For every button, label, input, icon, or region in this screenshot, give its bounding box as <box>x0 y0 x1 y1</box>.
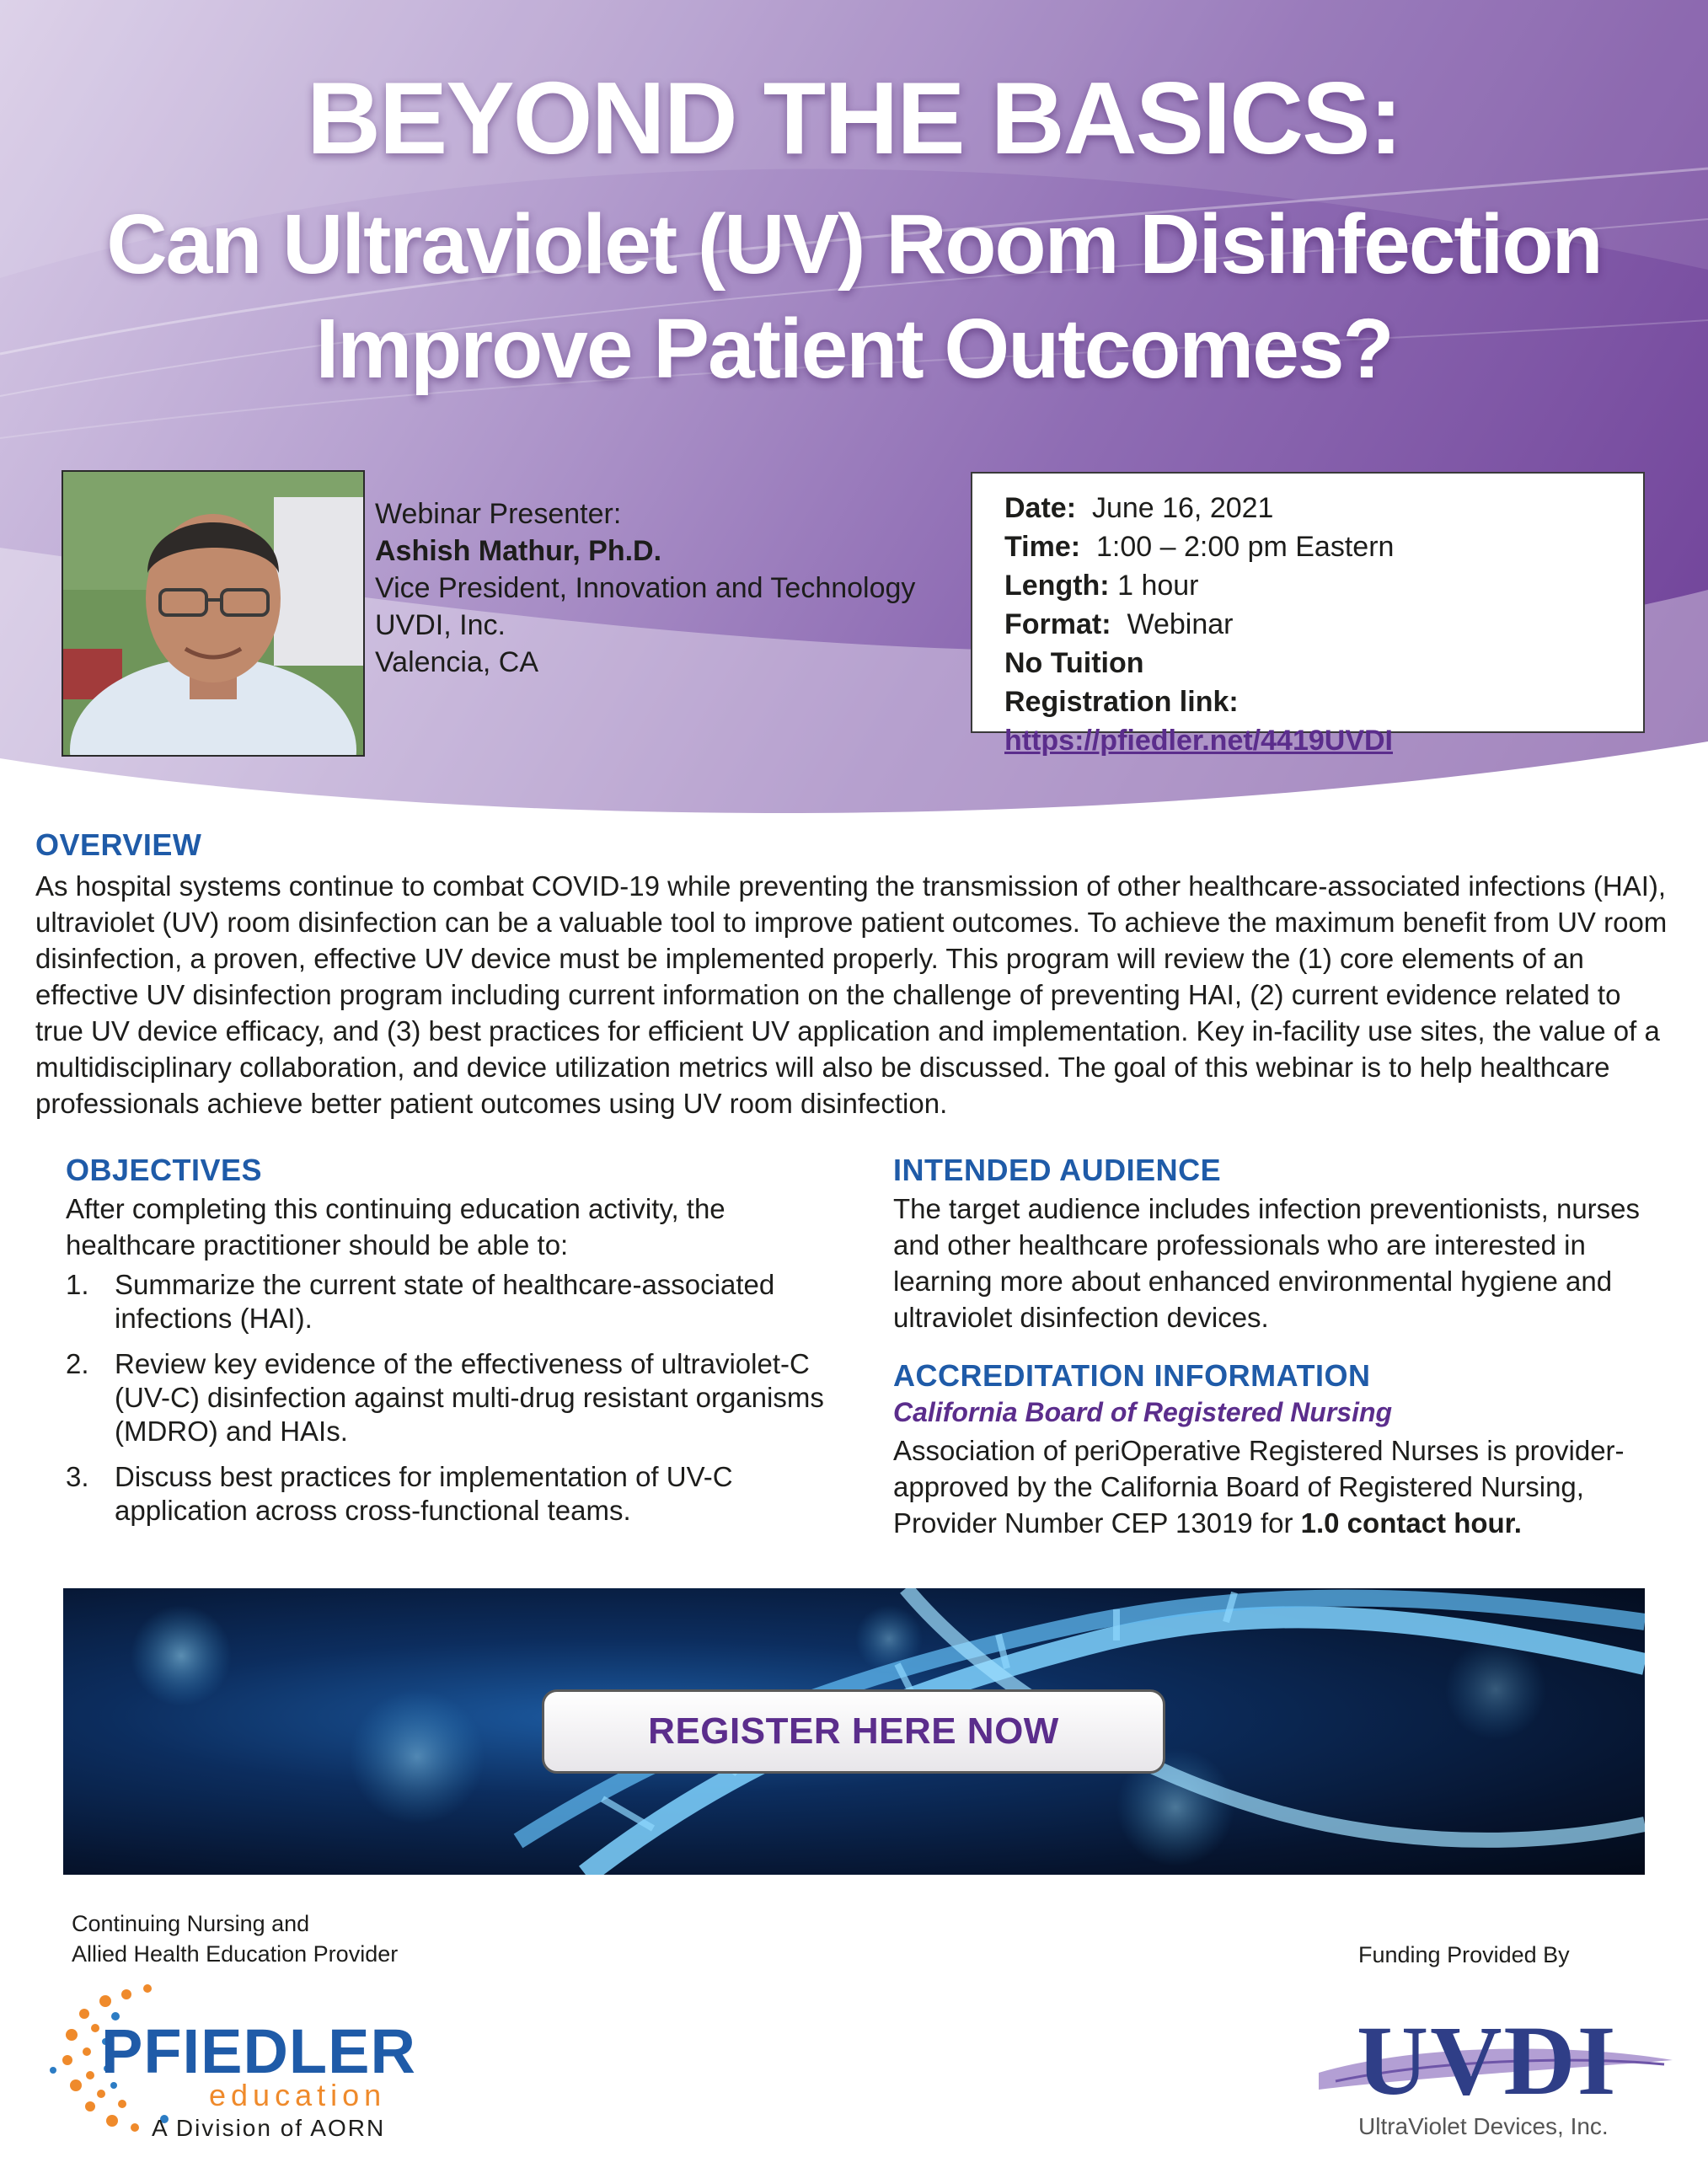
presenter-name: Ashish Mathur, Ph.D. <box>375 535 662 567</box>
accreditation-text: Association of periOperative Registered Nurses is provider-approved by the California Board of Registered Nursing, Provider Number CEP 13019 for 1.0 contact hour. <box>893 1435 1625 1539</box>
page-subtitle <box>0 192 1708 401</box>
presenter-company: UVDI, Inc. <box>375 609 506 641</box>
presenter-photo <box>62 470 365 757</box>
event-length: Length: 1 hour <box>1004 570 1199 602</box>
audience-heading: INTENDED AUDIENCE <box>893 1153 1222 1187</box>
uvdi-wordmark: UVDI <box>1357 2005 1618 2116</box>
event-date: Date: June 16, 2021 <box>1004 492 1274 524</box>
register-button[interactable]: REGISTER HERE NOW <box>542 1689 1165 1774</box>
accreditation-heading: ACCREDITATION INFORMATION <box>893 1358 1371 1393</box>
funding-label: Funding Provided By <box>1358 1942 1570 1967</box>
uvdi-tagline: UltraViolet Devices, Inc. <box>1358 2113 1609 2139</box>
overview-heading: OVERVIEW <box>35 827 202 862</box>
objectives-heading: OBJECTIVES <box>66 1153 263 1187</box>
event-format: Format: Webinar <box>1004 608 1234 640</box>
audience-text: The target audience includes infection preventionists, nurses and other healthcare professionals who are interested in learning more about enhanced environmental hygiene and ultraviolet disinfection devices. <box>893 1193 1641 1333</box>
list-item: 2. Review key evidence of the effectiveness of ultraviolet-C (UV-C) disinfection against multi-drug resistant organisms (MDRO) and HAIs. <box>66 1348 824 1447</box>
event-registration: Registration link: https://pfiedler.net/4419UVDI <box>1004 686 1393 757</box>
objectives-intro: After completing this continuing education activity, the healthcare practitioner should be able to: <box>66 1193 725 1260</box>
overview-text: As hospital systems continue to combat COVID-19 while preventing the transmission of other healthcare-associated infections (HAI), ultraviolet (UV) room disinfection can be a valuable tool to improve patient outcomes. To achieve the maximum benefit from UV room disinfection, a proven, effective UV device must be implemented properly. This program will review the (1) core elements of an effective UV disinfection program including current information on the challenge of preventing HAI, (2) current evidence related to true UV device efficacy, and (3) best practices for efficient UV application and implementation. Key in-facility use sites, the value of a multidisciplinary collaboration, and device utilization metrics will also be discussed. The goal of this webinar is to help healthcare professionals achieve better patient outcomes using UV room disinfection. <box>35 870 1668 1119</box>
presenter-info <box>375 495 915 681</box>
event-details-box <box>971 472 1645 757</box>
presenter-location: Valencia, CA <box>375 646 539 678</box>
list-item: 3. Discuss best practices for implementation of UV-C application across cross-functional teams. <box>66 1461 733 1526</box>
page-title: BEYOND THE BASICS: <box>306 61 1402 175</box>
pfiedler-education: education <box>209 2078 387 2112</box>
presenter-label: Webinar Presenter: <box>375 498 622 530</box>
event-time: Time: 1:00 – 2:00 pm Eastern <box>1004 531 1395 563</box>
subtitle-line-2: Improve Patient Outcomes? <box>315 302 1393 396</box>
presenter-title: Vice President, Innovation and Technology <box>375 572 916 604</box>
event-tuition: No Tuition <box>1004 647 1144 679</box>
subtitle-line-1: Can Ultraviolet (UV) Room Disinfection <box>106 197 1602 292</box>
registration-link[interactable]: https://pfiedler.net/4419UVDI <box>1004 725 1393 757</box>
pfiedler-division: A Division of AORN <box>152 2115 386 2141</box>
objectives-list <box>66 1268 824 1539</box>
list-item: 1. Summarize the current state of healthcare-associated infections (HAI). <box>66 1269 775 1334</box>
accreditation-subheading: California Board of Registered Nursing <box>893 1397 1393 1427</box>
pfiedler-wordmark: PFIEDLER <box>101 2016 416 2086</box>
provider-label: Continuing Nursing and Allied Health Education Provider <box>72 1911 399 1967</box>
